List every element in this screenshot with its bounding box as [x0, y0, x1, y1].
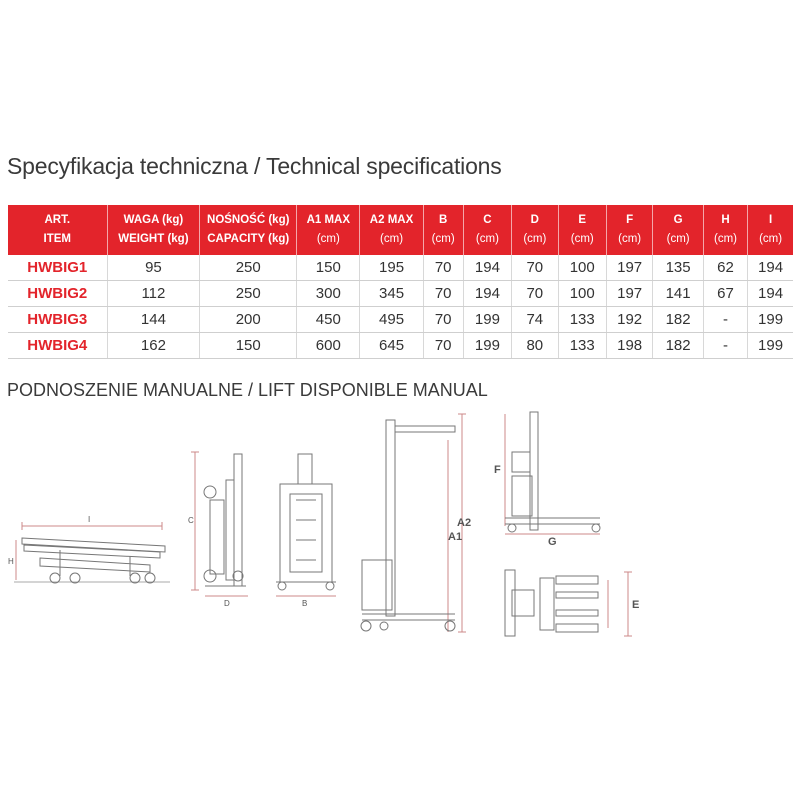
table-cell: HWBIG3	[8, 307, 107, 333]
spec-table	[8, 205, 793, 359]
table-cell: 135	[653, 255, 704, 281]
table-row	[8, 255, 793, 281]
drawing-extended-side-view	[361, 414, 466, 632]
table-cell: 198	[606, 333, 652, 359]
table-cell: 192	[606, 307, 652, 333]
table-cell: 100	[558, 281, 606, 307]
drawing-top-right-view	[505, 412, 600, 534]
col-header-weight: WAGA (kg) WEIGHT (kg)	[107, 205, 200, 255]
dim-label-h: H	[8, 557, 14, 566]
table-cell: 250	[200, 281, 297, 307]
table-cell: 67	[703, 281, 747, 307]
dim-label-e: E	[632, 599, 640, 611]
drawing-plan-view	[505, 570, 632, 636]
col-header-d: D (cm)	[512, 205, 558, 255]
table-cell: 133	[558, 307, 606, 333]
dim-label-i: I	[88, 515, 91, 524]
col-header-a1: A1 MAX (cm)	[297, 205, 360, 255]
col-header-g: G (cm)	[653, 205, 704, 255]
table-cell: 197	[606, 255, 652, 281]
table-cell: HWBIG4	[8, 333, 107, 359]
table-cell: 450	[297, 307, 360, 333]
table-cell: 144	[107, 307, 200, 333]
table-cell: 199	[748, 307, 793, 333]
col-header-e: E (cm)	[558, 205, 606, 255]
table-cell: 194	[748, 281, 793, 307]
table-cell: HWBIG2	[8, 281, 107, 307]
table-cell: 200	[200, 307, 297, 333]
drawing-rear-view	[276, 454, 336, 596]
table-cell: 182	[653, 333, 704, 359]
table-cell: 195	[360, 255, 423, 281]
table-cell: 74	[512, 307, 558, 333]
table-cell: 495	[360, 307, 423, 333]
table-cell: 70	[423, 255, 463, 281]
dim-label-f: F	[494, 464, 501, 476]
table-cell: 199	[463, 307, 511, 333]
table-cell: 112	[107, 281, 200, 307]
table-cell: 182	[653, 307, 704, 333]
spec-table-header-row	[8, 205, 793, 255]
table-cell: 199	[463, 333, 511, 359]
table-cell: 300	[297, 281, 360, 307]
table-cell: 70	[423, 307, 463, 333]
dim-label-b: B	[302, 599, 308, 608]
table-cell: 80	[512, 333, 558, 359]
table-cell: 95	[107, 255, 200, 281]
table-row	[8, 333, 793, 359]
table-cell: 70	[512, 281, 558, 307]
table-cell: 150	[297, 255, 360, 281]
table-cell: 194	[748, 255, 793, 281]
col-header-item: ART. ITEM	[8, 205, 107, 255]
dim-label-d: D	[224, 599, 230, 608]
table-row	[8, 307, 793, 333]
col-header-h: H (cm)	[703, 205, 747, 255]
table-cell: 645	[360, 333, 423, 359]
table-cell: 70	[512, 255, 558, 281]
col-header-f: F (cm)	[606, 205, 652, 255]
dim-label-g: G	[548, 536, 557, 548]
section-subtitle: PODNOSZENIE MANUALNE / LIFT DISPONIBLE MANUAL	[7, 380, 488, 400]
table-cell: -	[703, 307, 747, 333]
col-header-b: B (cm)	[423, 205, 463, 255]
table-cell: 194	[463, 255, 511, 281]
table-cell: 141	[653, 281, 704, 307]
table-cell: 70	[423, 333, 463, 359]
drawing-front-view	[191, 452, 248, 596]
table-cell: 197	[606, 281, 652, 307]
dim-label-a1: A1	[448, 531, 463, 543]
table-cell: 100	[558, 255, 606, 281]
dim-label-a2: A2	[457, 517, 472, 529]
page-title: Specyfikacja techniczna / Technical specifications	[7, 153, 502, 179]
table-cell: 199	[748, 333, 793, 359]
table-cell: 600	[297, 333, 360, 359]
table-cell: -	[703, 333, 747, 359]
table-cell: 250	[200, 255, 297, 281]
col-header-i: I (cm)	[748, 205, 793, 255]
table-cell: 133	[558, 333, 606, 359]
col-header-a2: A2 MAX (cm)	[360, 205, 423, 255]
table-cell: 150	[200, 333, 297, 359]
technical-drawings	[0, 400, 800, 645]
col-header-capacity: NOŚNOŚĆ (kg) CAPACITY (kg)	[200, 205, 297, 255]
table-cell: 194	[463, 281, 511, 307]
table-cell: HWBIG1	[8, 255, 107, 281]
table-cell: 70	[423, 281, 463, 307]
col-header-c: C (cm)	[463, 205, 511, 255]
table-cell: 345	[360, 281, 423, 307]
table-cell: 162	[107, 333, 200, 359]
table-cell: 62	[703, 255, 747, 281]
table-row	[8, 281, 793, 307]
dim-label-c: C	[188, 516, 194, 525]
drawing-folded-side-view	[14, 522, 170, 583]
